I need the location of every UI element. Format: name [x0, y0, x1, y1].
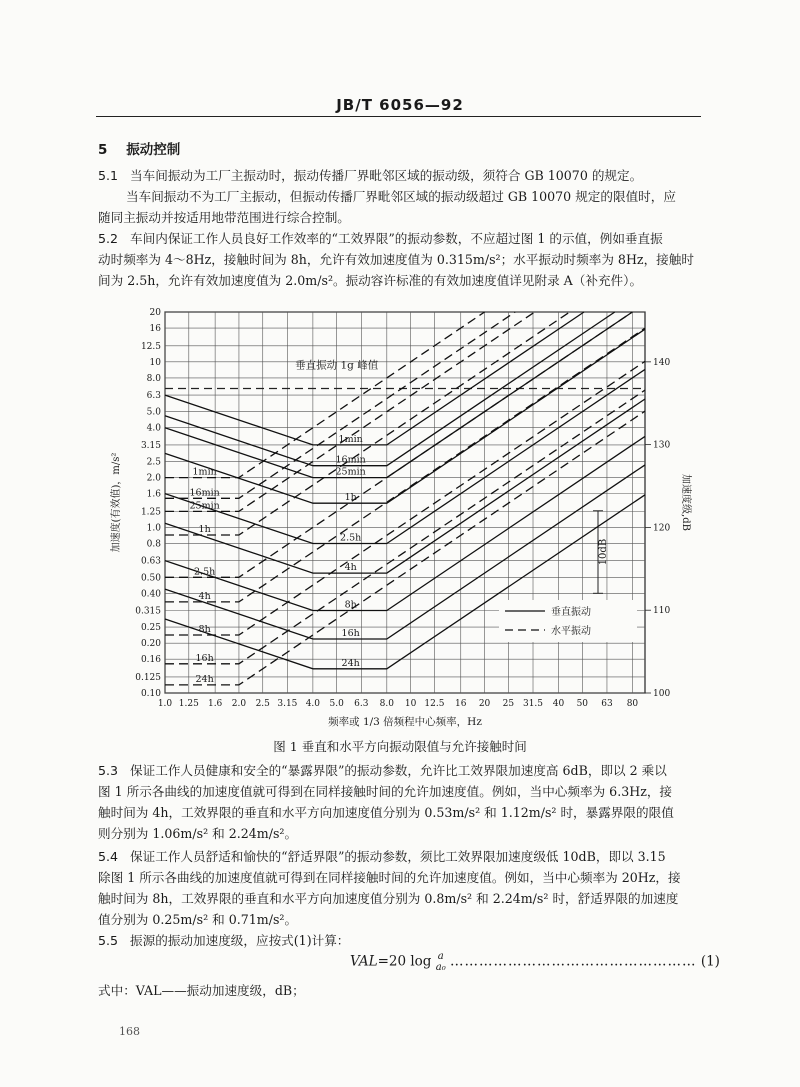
- clause-number: 5.1: [98, 168, 119, 183]
- vertical-curve-label: 8h: [344, 599, 357, 611]
- para-line: 除图 1 所示各曲线的加速度值就可得到在同样接触时间的允许加速度值。例如，当中心频率为 20Hz，接: [98, 870, 681, 885]
- y-tick-label: 3.15: [140, 440, 161, 451]
- y-tick-label: 10: [149, 357, 161, 368]
- horizontal-curve-label: 1min: [192, 466, 217, 478]
- y-tick-label: 0.50: [140, 573, 161, 584]
- clause-number: 5.2: [98, 231, 119, 246]
- x-tick-label: 80: [626, 699, 639, 709]
- x-tick-label: 2.5: [255, 699, 270, 709]
- vertical-curve-label: 25min: [335, 466, 366, 478]
- x-tick-label: 10: [404, 699, 417, 709]
- vertical-curve-2.5h: [165, 369, 645, 543]
- x-tick-label: 6.3: [354, 699, 369, 709]
- x-tick-label: 16: [455, 699, 467, 709]
- vertical-curve-label: 1min: [338, 433, 363, 445]
- y-tick-label: 0.25: [140, 623, 161, 634]
- page-number: 168: [119, 1025, 140, 1038]
- y2-tick-label: 130: [653, 440, 671, 451]
- legend-label: 垂直振动: [551, 607, 591, 618]
- para-line: 车间内保证工作人员良好工作效率的“工效界限”的振动参数，不应超过图 1 的示值，例如垂直振: [130, 231, 663, 246]
- formula-ref: (1): [700, 953, 720, 970]
- para-line: 值分别为 0.25m/s² 和 0.71m/s²。: [98, 912, 298, 927]
- x-tick-label: 2.0: [231, 699, 247, 709]
- vertical-curve-1min: [165, 312, 584, 445]
- y-tick-label: 0.40: [140, 589, 161, 600]
- y-tick-label: 1.6: [146, 489, 161, 500]
- y-tick-label: 2.0: [146, 473, 161, 484]
- para-line: 振源的振动加速度级，应按式(1)计算：: [130, 933, 350, 948]
- x-tick-label: 1.25: [178, 699, 199, 709]
- vertical-curve-label: 1h: [344, 492, 357, 504]
- figure-caption: 图 1 垂直和水平方向振动限值与允许接触时间: [273, 739, 527, 754]
- horizontal-curve-label: 25min: [189, 500, 220, 512]
- y-tick-label: 8.0: [146, 373, 161, 384]
- x-tick-label: 63: [601, 699, 613, 709]
- para-line: 间为 2.5h，允许有效加速度值为 2.0m/s²。振动容许标准的有效加速度值详见附录 A（补充件）。: [98, 273, 643, 288]
- y2-tick-label: 140: [653, 357, 671, 368]
- x-tick-label: 1.6: [207, 699, 223, 709]
- y-tick-label: 0.63: [140, 556, 161, 567]
- y-tick-label: 12.5: [140, 341, 161, 352]
- x-tick-label: 31.5: [522, 699, 544, 709]
- para-line: 保证工作人员健康和安全的“暴露界限”的振动参数，允许比工效界限加速度高 6dB，即以 2 乘以: [130, 763, 667, 778]
- y-axis-label: 加速度(有效值)，m/s²: [111, 452, 122, 553]
- y-tick-label: 4.0: [146, 423, 161, 434]
- vertical-curve-label: 16h: [341, 627, 360, 639]
- vertical-curve-label: 16min: [335, 454, 366, 466]
- x-tick-label: 20: [478, 699, 491, 709]
- para-5-3: [98, 760, 667, 781]
- section-number: 5: [98, 142, 108, 158]
- y-tick-label: 0.125: [135, 672, 161, 683]
- formula-leader: ……………………………………………: [450, 953, 697, 970]
- formula-denominator: a₀: [435, 962, 446, 973]
- vertical-curve-label: 24h: [341, 657, 360, 669]
- x-tick-label: 4.0: [305, 699, 321, 709]
- legend-label: 水平振动: [551, 626, 591, 637]
- y-tick-label: 16: [149, 324, 161, 335]
- para-5-4: [98, 846, 666, 867]
- para-line: 随同主振动并按适用地带范围进行综合控制。: [98, 210, 350, 225]
- x-tick-label: 12.5: [424, 699, 445, 709]
- x-tick-label: 25: [502, 699, 515, 709]
- horizontal-curve-label: 24h: [195, 673, 214, 685]
- y-tick-label: 0.16: [140, 655, 161, 666]
- para-line: 触时间为 8h，工效界限的垂直和水平方向加速度值分别为 0.8m/s² 和 2.24m/s² 时，舒适界限的加速度: [98, 891, 679, 906]
- y-tick-label: 0.315: [135, 606, 161, 617]
- section-title: 振动控制: [126, 142, 181, 158]
- para-line: 当车间振动不为工厂主振动，但振动传播厂界毗邻区域的振动级超过 GB 10070 规定的限值时，应: [126, 189, 676, 204]
- formula-eq: =20 log: [377, 953, 432, 970]
- y-tick-label: 1.25: [140, 507, 161, 518]
- formula-numerator: a: [437, 951, 444, 962]
- g-peak-label: 垂直振动 1g 峰值: [295, 359, 379, 372]
- y-tick-label: 1.0: [146, 523, 161, 534]
- page-header: JB/T 6056—92: [336, 96, 464, 114]
- y2-tick-label: 100: [653, 689, 671, 699]
- clause-number: 5.3: [98, 763, 119, 778]
- x-tick-label: 1.0: [157, 699, 173, 709]
- para-line: 触时间为 4h，工效界限的垂直和水平方向加速度值分别为 0.53m/s² 和 1.12m/s² 时，暴露界限的限值: [98, 805, 674, 820]
- where-line: 式中：VAL——振动加速度级，dB；: [98, 983, 305, 998]
- y-tick-label: 0.8: [146, 539, 161, 550]
- formula: [350, 951, 720, 973]
- x-axis-label: 频率或 1/3 倍频程中心频率，Hz: [328, 716, 482, 728]
- scale-bar-label: 10dB: [598, 538, 609, 566]
- horizontal-curve-label: 4h: [198, 590, 211, 602]
- x-tick-label: 40: [552, 699, 565, 709]
- vertical-curve-4h: [165, 399, 645, 573]
- y-tick-label: 2.5: [146, 457, 161, 468]
- y-tick-label: 5.0: [146, 407, 161, 418]
- y2-tick-label: 120: [653, 523, 671, 534]
- y-tick-label: 0.20: [140, 639, 161, 650]
- horizontal-curve-label: 16min: [189, 487, 220, 499]
- y-tick-label: 20: [149, 308, 161, 318]
- y2-axis-label: 加速度级,dB: [680, 474, 691, 531]
- y-tick-label: 0.10: [140, 689, 161, 699]
- y2-tick-label: 110: [653, 606, 671, 617]
- horizontal-curve-label: 2.5h: [194, 566, 216, 578]
- x-tick-label: 8.0: [379, 699, 394, 709]
- para-line: 当车间振动为工厂主振动时，振动传播厂界毗邻区域的振动级，须符合 GB 10070 的规定。: [130, 168, 643, 183]
- horizontal-curve-1h: [165, 312, 570, 535]
- clause-number: 5.4: [98, 849, 119, 864]
- x-tick-label: 5.0: [329, 699, 344, 709]
- horizontal-curve-label: 1h: [198, 523, 211, 535]
- para-line: 动时频率为 4～8Hz，接触时间为 8h，允许有效加速度值为 0.315m/s²；水平振动时频率为 8Hz，接触时: [98, 252, 694, 267]
- vertical-curve-24h: [165, 495, 645, 669]
- para-line: 保证工作人员舒适和愉快的“舒适界限”的振动参数，须比工效界限加速度级低 10dB，即以 3.15: [130, 849, 666, 864]
- vertical-curve-label: 4h: [344, 562, 357, 574]
- x-tick-label: 3.15: [277, 699, 298, 709]
- para-line: 图 1 所示各曲线的加速度值就可得到在同样接触时间的允许加速度值。例如，当中心频率为 6.3Hz，接: [98, 784, 673, 799]
- x-tick-label: 50: [576, 699, 589, 709]
- horizontal-curve-label: 8h: [198, 624, 211, 636]
- clause-number: 5.5: [98, 933, 119, 948]
- vertical-curve-label: 2.5h: [340, 532, 362, 544]
- formula-lhs: VAL: [350, 953, 378, 970]
- para-line: 则分别为 1.06m/s² 和 2.24m/s²。: [98, 826, 298, 841]
- horizontal-curve-label: 16h: [195, 652, 214, 664]
- para-5-5: [98, 930, 349, 951]
- y-tick-label: 6.3: [146, 391, 161, 402]
